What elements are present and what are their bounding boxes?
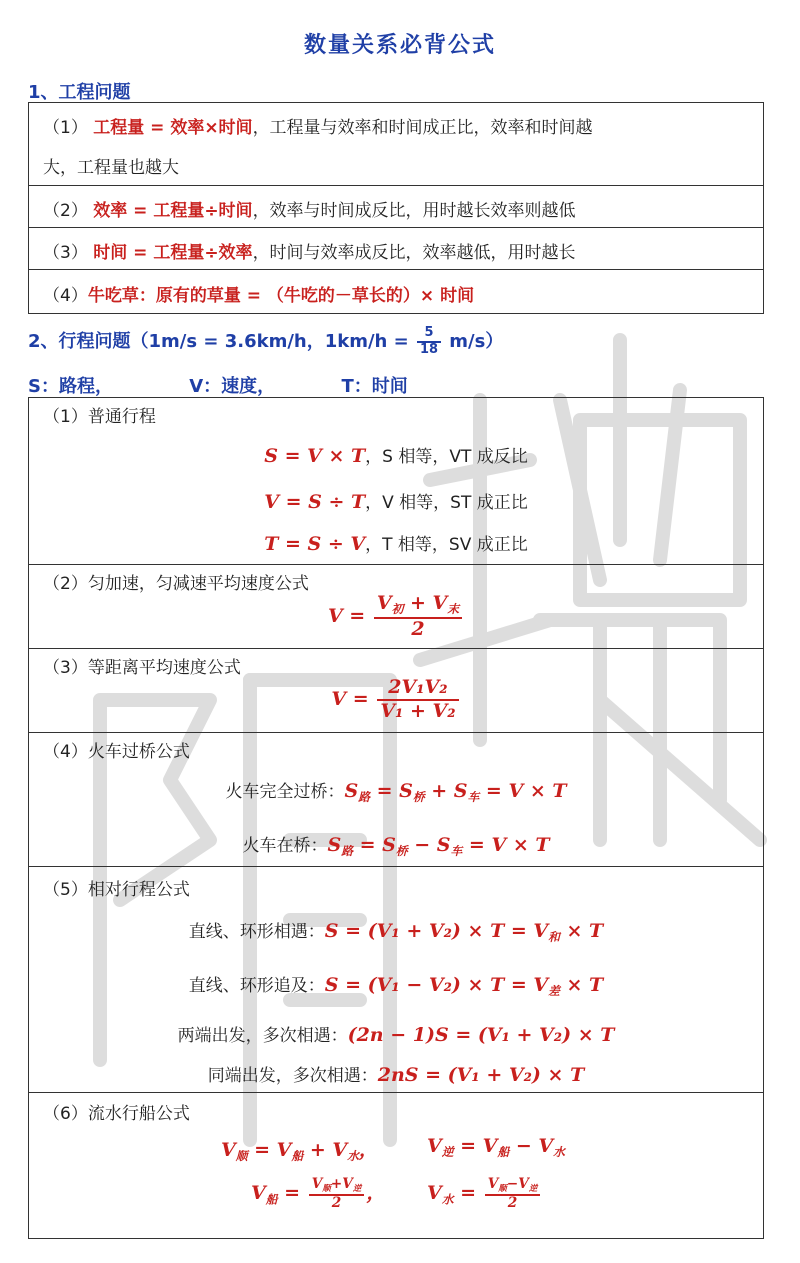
row-label: （2）匀加速，匀减速平均速度公式 [43, 574, 309, 594]
num-sub: 末 [447, 602, 460, 617]
row-text-continued: 大，工程量也越大 [43, 158, 179, 178]
formula-water-speed: $V_水$ = $\frac{V_顺-V_逆}{2}$ [427, 1177, 542, 1211]
section2-table [28, 397, 764, 1239]
formula: 牛吃草：原有的草量 = （牛吃的－草长的）× 时间 [87, 286, 475, 306]
formula-s: S = V × T [264, 445, 366, 467]
table-row-ordinary [29, 398, 763, 564]
formula-meet: $S = (V_1 + V_2) \times T = V_和 \times T$ [324, 920, 604, 945]
section1-heading: 1、工程问题 [28, 82, 131, 103]
variable-legend [28, 372, 408, 398]
numerator: 2V₁V₂ [377, 677, 458, 701]
formula-lhs: V = [331, 687, 369, 710]
formula-prefix: 直线、环形相遇： [188, 922, 325, 942]
page-title: 数量关系必背公式 [303, 33, 496, 58]
formula: 工程量 = 效率×时间 [93, 118, 253, 138]
formula: 时间 = 工程量÷效率 [93, 243, 253, 263]
fraction-denominator: 18 [419, 341, 439, 357]
row-text: ，工程量与效率和时间成正比，效率和时间越 [252, 118, 593, 138]
table-row-boat [29, 1092, 763, 1239]
formula-note: ，T 相等，SV 成正比 [365, 535, 528, 555]
denominator: 2 [411, 617, 425, 640]
section2-heading [28, 326, 503, 358]
table-row-relative [29, 866, 763, 1093]
section2-heading-unit: m/s） [449, 330, 504, 352]
formula-upstream: $V_逆 = V_船 - V_水$ [427, 1135, 565, 1160]
section2-heading-text: 2、行程问题（1m/s = 3.6km/h，1km/h = [28, 330, 409, 352]
legend-v: V：速度， [189, 376, 276, 397]
denominator: V₁ + V₂ [380, 699, 456, 722]
table-row [29, 227, 763, 270]
row-label: （1）普通行程 [43, 407, 156, 427]
section1-table [28, 102, 764, 314]
num-term: V [376, 592, 392, 614]
formula-prefix: 两端出发，多次相遇： [177, 1026, 348, 1046]
table-row-uniform-accel [29, 564, 763, 649]
formula-multi-meet-opposite: (2n − 1)S = (V₁ + V₂) × T [347, 1024, 615, 1046]
formula-note: ，V 相等，ST 成正比 [365, 493, 528, 513]
num-term: V [432, 592, 448, 614]
formula-chase: $S = (V_1 - V_2) \times T = V_差 \times T$ [324, 974, 604, 999]
formula-train-full: $S_路 = S_桥 + S_车 = V \times T$ [344, 780, 567, 805]
table-row [29, 185, 763, 228]
num-sub: 初 [391, 602, 404, 617]
formula-prefix: 火车完全过桥： [225, 782, 345, 802]
table-row [29, 103, 763, 185]
row-label: （5）相对行程公式 [43, 880, 190, 900]
formula-harmonic-speed [29, 677, 763, 723]
formula-avg-speed [29, 593, 763, 641]
row-number: （3） [43, 243, 88, 263]
formula: 效率 = 工程量÷时间 [93, 201, 253, 221]
num-op: + [403, 592, 433, 614]
formula-v: V = S ÷ T [264, 491, 366, 513]
formula-multi-meet-same: 2nS = (V₁ + V₂) × T [377, 1064, 585, 1086]
fraction-numerator: 5 [417, 326, 441, 343]
row-number: （1） [43, 118, 88, 138]
row-text: ，效率与时间成反比，用时越长效率则越低 [252, 201, 576, 221]
row-number: （2） [43, 201, 88, 221]
formula-prefix: 同端出发，多次相遇： [207, 1066, 378, 1086]
row-label: （4）火车过桥公式 [43, 742, 190, 762]
formula-downstream: $V_顺 = V_船 + V_水$， [221, 1139, 378, 1164]
table-row [29, 269, 763, 314]
unit-fraction [417, 326, 441, 358]
row-label: （6）流水行船公式 [43, 1104, 190, 1124]
formula-note: ，S 相等，VT 成反比 [365, 447, 528, 467]
formula-t: T = S ÷ V [264, 533, 366, 555]
formula-boat-speed: $V_船$ = $\frac{V_顺+V_逆}{2}$ ， [251, 1176, 386, 1211]
formula-prefix: 火车在桥： [242, 836, 328, 856]
formula-train-on: $S_路 = S_桥 - S_车 = V \times T$ [327, 834, 550, 859]
formula-prefix: 直线、环形追及： [188, 976, 325, 996]
legend-t: T：时间 [341, 376, 408, 397]
row-number: （4） [43, 286, 88, 306]
row-label: （3）等距离平均速度公式 [43, 658, 241, 678]
legend-s: S：路程， [28, 376, 113, 397]
table-row-train-bridge [29, 732, 763, 867]
row-text: ，时间与效率成反比，效率越低，用时越长 [252, 243, 576, 263]
table-row-equal-distance [29, 648, 763, 733]
formula-lhs: V = [327, 604, 366, 627]
